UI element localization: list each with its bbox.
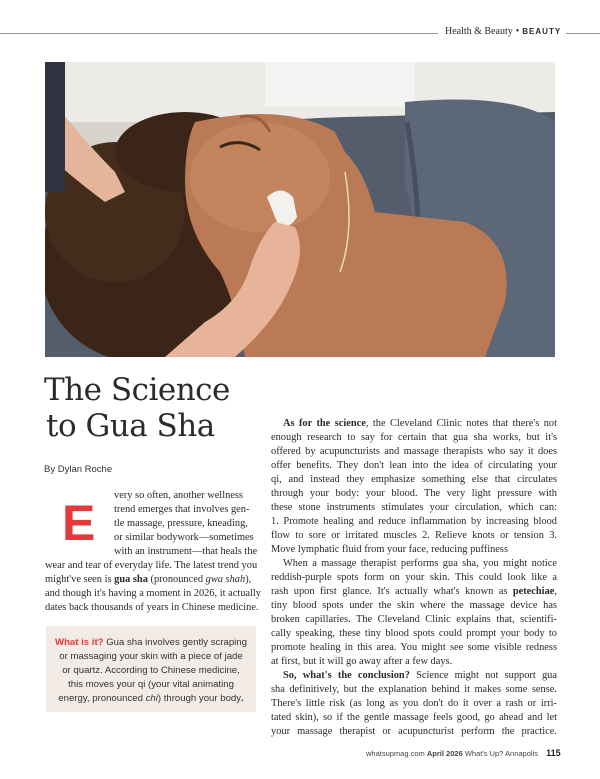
- byline: By Dylan Roche: [44, 464, 113, 475]
- intro-line: wear and tear of everyday life. The latest trend you: [45, 560, 258, 571]
- intro-line: or similar bodywork—sometimes: [114, 532, 254, 543]
- body-line: As for the science, the Cleveland Clinic notes that there's not: [283, 418, 557, 429]
- footer-site: whatsupmag.com: [366, 749, 425, 758]
- intro-line: might've seen is gua sha (pronounced gwa shah),: [45, 574, 252, 585]
- massage-photo: [45, 62, 555, 357]
- lead-in: As for the science: [283, 418, 366, 429]
- section-header: [445, 25, 563, 39]
- body-line: Move lymphatic fluid from your face, reducing puffiness: [271, 544, 508, 555]
- body-line: 1. Promote healing and reduce inflammation by increasing blood: [271, 516, 557, 527]
- body-line: reddish-purple spots form on your skin. This could look like a: [271, 572, 557, 583]
- pronunciation-chi: chi: [145, 693, 158, 704]
- callout-line: or massaging your skin with a piece of jade: [59, 651, 243, 662]
- body-line: tiny blood spots under the skin where the massage device has: [271, 600, 557, 611]
- body-line: your massage therapist or acupuncturist perform the practice.: [271, 726, 557, 737]
- body-line: When a massage therapist performs gua sha, you might notice: [283, 558, 557, 569]
- header-rule-right: [566, 33, 600, 34]
- intro-line: tle massage, pressure, kneading,: [114, 518, 248, 529]
- body-line: these stone instruments stimulates your circulation, which can:: [271, 502, 557, 513]
- body-line: sha definitively, but the explanation behind it makes some sense.: [271, 684, 557, 695]
- section-category: BEAUTY: [522, 27, 562, 36]
- body-line: So, what's the conclusion? Science might not support gua: [283, 670, 557, 681]
- body-line: cally speaking, these tiny blood spots could prompt your body to: [271, 628, 557, 639]
- body-line: tated skin), so if the gentle massage feels good, go ahead and let: [271, 712, 557, 723]
- callout-line: [46, 636, 256, 650]
- callout-line: energy, pronounced chi) through your body.: [58, 693, 244, 704]
- footer-magazine: What's Up? Annapolis: [464, 749, 538, 758]
- pronunciation: gwa shah: [205, 574, 246, 585]
- intro-line: trend emerges that involves gen-: [114, 504, 250, 515]
- drop-cap: E: [62, 495, 96, 551]
- section-name: Health & Beauty: [445, 26, 513, 37]
- article-title-line-2: to Gua Sha: [46, 408, 215, 444]
- callout-line: or quartz. According to Chinese medicine,: [62, 665, 240, 676]
- term-gua-sha: gua sha: [114, 574, 148, 585]
- page-footer: [366, 748, 561, 758]
- body-line: offered by acupuncturists and massage therapists who say it does: [271, 446, 557, 457]
- body-line: broken capillaries. The Cleveland Clinic explains that, scientifi-: [271, 614, 557, 625]
- article-title: [44, 372, 264, 444]
- body-line: flow to sore or irritated muscles 2. Relieve knots or tension 3.: [271, 530, 557, 541]
- body-line: offer benefits. They don't lean into the idea of circulating your: [271, 460, 557, 471]
- article-title-line-1: The Science: [44, 372, 230, 408]
- body-line: There's little risk (as long as you don't do it over a rash or irri-: [271, 698, 557, 709]
- lead-in: So, what's the conclusion?: [283, 670, 410, 681]
- body-line: through your body: your blood. The very light pressure with: [271, 488, 557, 499]
- body-line: qi, and instead they emphasize something else that circulates: [271, 474, 557, 485]
- intro-line: very so often, another wellness: [114, 490, 243, 501]
- term-petechiae: petechiae: [512, 586, 555, 597]
- intro-line: and though it's having a moment in 2026, it actually: [45, 588, 262, 599]
- footer-issue: April 2026: [426, 749, 463, 758]
- callout-question: What is it?: [55, 637, 104, 648]
- header-rule-left: [0, 33, 438, 34]
- callout-text: Gua sha involves gently scraping: [106, 637, 247, 648]
- body-line: rash upon first glance. It's actually what's known as petechiae,: [271, 586, 557, 597]
- body-line: enough research to say for certain that gua sha works, but it's: [271, 432, 557, 443]
- callout-box: [46, 626, 256, 712]
- body-line: promote healing in this area. You might see some visible redness: [271, 642, 557, 653]
- callout-line: this moves your qi (your vital animating: [68, 679, 234, 690]
- intro-line: dates back thousands of years in Chinese medicine.: [45, 602, 259, 613]
- header-separator: •: [515, 26, 520, 37]
- body-line: at first, but it will go away after a few days.: [271, 656, 453, 667]
- page-number: 115: [546, 748, 561, 758]
- intro-line: with an instrument—that heals the: [114, 546, 258, 557]
